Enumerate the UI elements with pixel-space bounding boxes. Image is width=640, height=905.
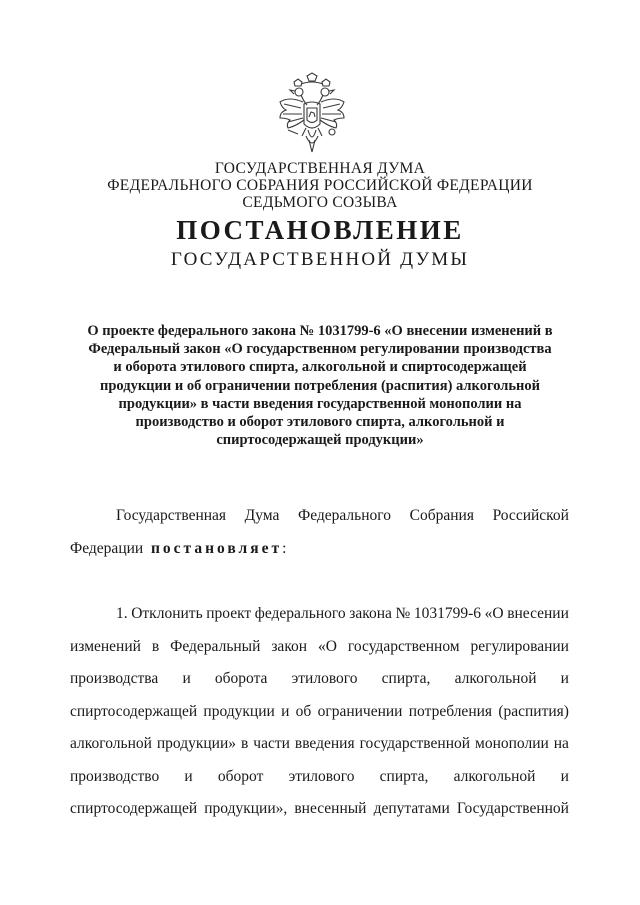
- word: введения: [294, 735, 355, 752]
- word: федерального: [254, 605, 346, 622]
- intro-word: Федерации: [70, 539, 144, 557]
- word: государственной: [359, 735, 471, 752]
- word: спирта,: [379, 767, 429, 785]
- word: производства: [70, 670, 159, 687]
- word: продукции»,: [204, 800, 288, 817]
- intro-word: Федерального: [297, 507, 392, 524]
- word: спиртосодержащей: [70, 702, 198, 720]
- word: и: [182, 670, 191, 687]
- word: Государственной: [456, 800, 569, 817]
- org-name-line2: ФЕДЕРАЛЬНОГО СОБРАНИЯ РОССИЙСКОЙ ФЕДЕРАЦИИ: [107, 177, 533, 194]
- word: и: [281, 702, 290, 720]
- intro-line-2: [70, 533, 569, 566]
- word: «О: [318, 637, 337, 655]
- subject-line: Федеральный закон «О государственном регулировании производства: [88, 341, 552, 358]
- word: об: [295, 702, 312, 720]
- state-emblem: [274, 72, 350, 154]
- word: в: [151, 637, 160, 655]
- document-title: ПОСТАНОВЛЕНИЕ: [176, 215, 464, 245]
- word: «О: [484, 605, 504, 622]
- word: (распития): [498, 702, 569, 720]
- document-subtitle: ГОСУДАРСТВЕННОЙ ДУМЫ: [170, 249, 470, 270]
- word: и: [560, 767, 569, 785]
- word: Федеральный: [170, 637, 261, 655]
- intro-line-1: [70, 500, 569, 533]
- word: оборот: [217, 767, 264, 785]
- word: закона: [349, 605, 392, 622]
- word: этилового: [288, 767, 355, 785]
- subject-line: О проекте федерального закона № 1031799-6 «О внесении изменений в: [87, 323, 553, 339]
- word: спиртосодержащей: [70, 800, 198, 817]
- intro-word: Государственная: [116, 507, 227, 524]
- paragraph-1-line: [70, 793, 569, 826]
- paragraph-1-line: [70, 761, 569, 794]
- word: спирта,: [381, 670, 431, 687]
- subject-line: производство и оборот этилового спирта, алкогольной и: [135, 414, 505, 431]
- word: производство: [70, 767, 160, 785]
- resolution-subject: [60, 322, 580, 449]
- decree-word: постановляет: [150, 539, 283, 557]
- word: закон: [271, 637, 308, 655]
- word: ограничении: [317, 702, 403, 720]
- word: оборота: [214, 670, 268, 687]
- double-headed-eagle-emblem-icon: [274, 72, 350, 154]
- word: 1031799-6: [413, 605, 482, 622]
- intro-word: Российской: [492, 507, 569, 524]
- word: и: [184, 767, 193, 785]
- convocation-line: СЕДЬМОГО СОЗЫВА: [242, 194, 398, 211]
- decree-colon: :: [282, 539, 287, 557]
- word: части: [253, 735, 290, 752]
- word: алкогольной: [454, 670, 537, 687]
- subject-line: продукции» в части введения государственной монополии на: [118, 395, 522, 412]
- subject-line: продукции и об ограничении потребления (распития) алкогольной: [99, 377, 541, 394]
- resolution-body: [70, 500, 569, 826]
- paragraph-1-line: [70, 663, 569, 696]
- paragraph-1-line: [70, 728, 569, 761]
- word: внесении: [507, 605, 569, 622]
- word: на: [553, 735, 569, 752]
- word: и: [560, 670, 569, 687]
- word: депутатами: [373, 800, 450, 817]
- word: государственном: [347, 637, 460, 655]
- word: 1.: [116, 605, 128, 622]
- word: алкогольной: [70, 735, 152, 752]
- word: этилового: [291, 670, 358, 687]
- word: внесенный: [294, 800, 367, 817]
- subject-line: спиртосодержащей продукции»: [216, 432, 424, 449]
- word: изменений: [70, 637, 141, 655]
- subject-line: и оборота этилового спирта, алкогольной и спиртосодержащей: [113, 359, 527, 376]
- org-name-line1: ГОСУДАРСТВЕННАЯ ДУМА: [214, 160, 426, 177]
- intro-word: Собрания: [409, 507, 474, 524]
- paragraph-1-line: [70, 631, 569, 664]
- word: продукции: [203, 702, 275, 720]
- word: потребления: [408, 702, 493, 720]
- word: в: [241, 735, 249, 752]
- word: Отклонить: [131, 605, 203, 622]
- word: проект: [206, 605, 252, 622]
- word: алкогольной: [453, 767, 536, 785]
- word: монополии: [475, 735, 549, 752]
- word: регулировании: [470, 637, 569, 655]
- word: №: [395, 605, 411, 622]
- paragraph-1-line: [70, 598, 569, 631]
- word: продукции»: [156, 735, 237, 752]
- paragraph-1-line: [70, 696, 569, 729]
- intro-word: Дума: [244, 507, 280, 524]
